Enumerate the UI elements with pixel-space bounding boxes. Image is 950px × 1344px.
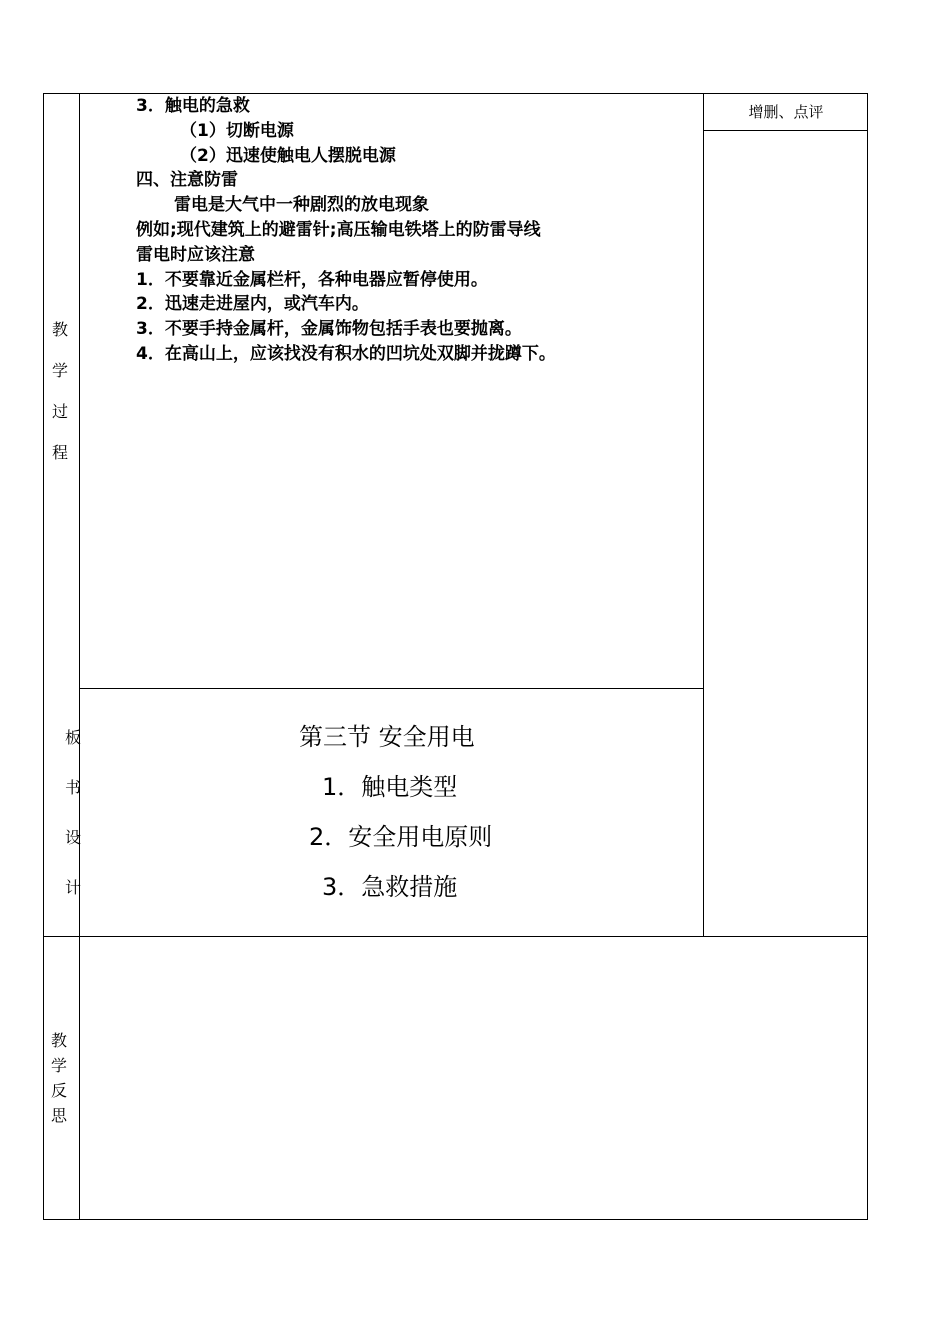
label-char: 教 <box>51 320 68 339</box>
board-item: 1．触电类型 <box>322 773 458 801</box>
label-char: 教 <box>50 1031 67 1050</box>
table-border-bottom <box>43 1219 868 1220</box>
process-line: 3．不要手持金属杆，金属饰物包括手表也要抛离。 <box>136 319 522 340</box>
notes-column-divider <box>703 93 704 937</box>
label-char: 计 <box>64 878 81 897</box>
notes-header: 增删、点评 <box>748 103 824 121</box>
label-char: 学 <box>50 1056 67 1075</box>
label-char: 思 <box>50 1106 67 1125</box>
board-item: 3．急救措施 <box>322 873 458 901</box>
label-char: 板 <box>64 728 81 747</box>
process-line: 例如;现代建筑上的避雷针;高压输电铁塔上的防雷导线 <box>136 219 541 240</box>
label-column-divider <box>79 93 80 1220</box>
label-char: 设 <box>64 828 81 847</box>
process-line: 1．不要靠近金属栏杆，各种电器应暂停使用。 <box>136 269 488 290</box>
process-line: 雷电是大气中一种剧烈的放电现象 <box>174 195 429 216</box>
process-line: （2）迅速使触电人摆脱电源 <box>180 145 396 166</box>
process-line: 4．在高山上，应该找没有积水的凹坑处双脚并拢蹲下。 <box>136 343 556 364</box>
process-line: （1）切断电源 <box>180 120 294 141</box>
label-char: 书 <box>64 778 81 797</box>
label-char: 反 <box>50 1081 67 1100</box>
notes-header-divider <box>704 130 868 131</box>
board-title: 第三节 安全用电 <box>299 723 475 751</box>
label-char: 学 <box>51 361 68 380</box>
table-border-left <box>43 93 44 1220</box>
process-content <box>136 94 696 367</box>
board-reflection-divider <box>43 936 868 937</box>
table-border-right <box>867 93 868 1220</box>
process-line: 四、注意防雷 <box>136 170 238 191</box>
process-board-divider <box>79 688 704 689</box>
label-char: 过 <box>51 402 68 421</box>
process-line: 2．迅速走进屋内，或汽车内。 <box>136 294 369 315</box>
label-char: 程 <box>51 443 68 462</box>
process-line: 雷电时应该注意 <box>136 244 255 265</box>
process-line: 3．触电的急救 <box>136 96 250 116</box>
board-item: 2．安全用电原则 <box>309 823 493 851</box>
